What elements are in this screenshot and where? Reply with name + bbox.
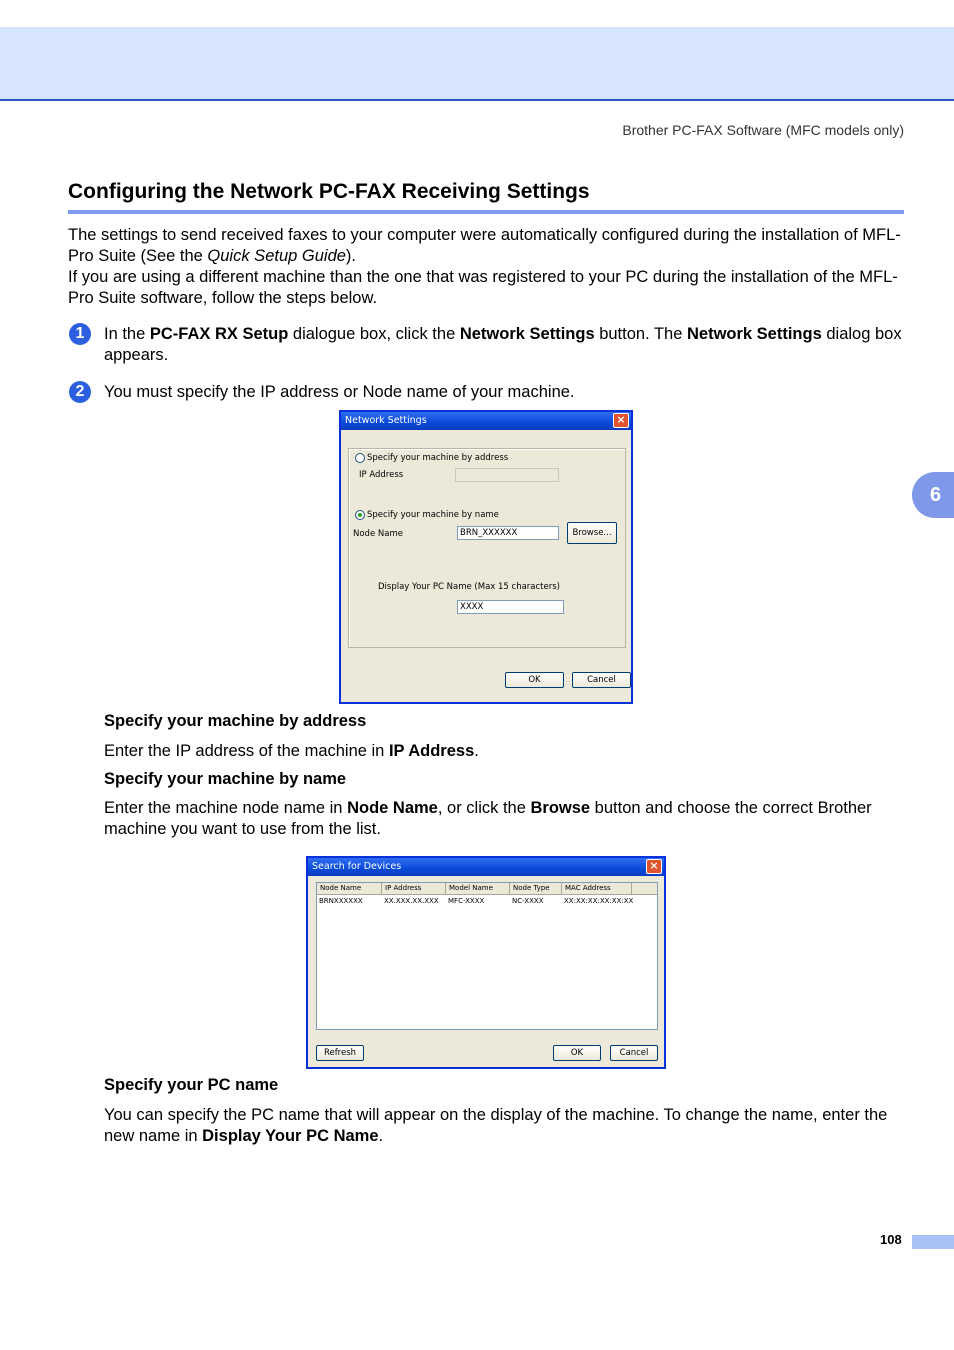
body-text: Enter the IP address of the machine in (104, 742, 389, 760)
node-name-field[interactable]: BRN_XXXXXX (457, 526, 559, 540)
body-text: Enter the machine node name in (104, 799, 348, 817)
search-devices-dialog (306, 856, 666, 1069)
cell-model-name: MFC-XXXX (448, 897, 485, 905)
cell-ip-address: XX.XXX.XX.XXX (384, 897, 439, 905)
header-band (0, 27, 954, 101)
by-name-heading: Specify your machine by name (104, 770, 347, 788)
cell-node-name: BRNXXXXXX (319, 897, 363, 905)
ok-button[interactable]: OK (553, 1045, 601, 1061)
device-list[interactable] (316, 882, 658, 1030)
ip-address-field[interactable] (455, 468, 559, 482)
body-bold: IP Address (388, 742, 475, 760)
step-1-badge: 1 (69, 323, 91, 345)
body-bold: Display Your PC Name (202, 1127, 379, 1145)
by-address-text (104, 741, 904, 762)
step-2-badge: 2 (69, 381, 91, 403)
dialog-title: Search for Devices (308, 858, 664, 876)
node-name-label: Node Name (353, 529, 403, 539)
body-text: button and choose the correct Brother machine you want to use from the list. (104, 799, 872, 838)
cell-mac-address: XX:XX:XX:XX:XX:XX (564, 897, 634, 905)
body-bold: Browse (530, 799, 591, 817)
step-2-text: You must specify the IP address or Node name of your machine. (104, 383, 575, 401)
step-text: dialogue box, click the (288, 325, 460, 343)
radio-address-label: Specify your machine by address (367, 453, 509, 463)
intro-p1 (68, 225, 904, 267)
intro-paragraph (68, 225, 904, 309)
step-bold: Network Settings (459, 325, 595, 343)
list-header (317, 883, 657, 895)
step-text: button. The (594, 325, 687, 343)
radio-by-address[interactable] (355, 453, 365, 463)
step-bold: Network Settings (686, 325, 822, 343)
close-icon[interactable]: × (613, 413, 629, 428)
network-settings-dialog (339, 410, 633, 704)
body-bold: Node Name (347, 799, 438, 817)
column-header[interactable]: MAC Address (562, 883, 632, 894)
by-name-text (104, 798, 904, 840)
intro-p2: If you are using a different machine than the one that was registered to your PC during the installation of the MFL-Pro Suite software, follow the steps below. (68, 268, 898, 307)
pc-name-heading: Specify your PC name (104, 1076, 279, 1094)
dialog-title: Network Settings (341, 412, 631, 430)
step-text: In the (104, 325, 150, 343)
pc-name-field[interactable]: XXXX (457, 600, 564, 614)
cancel-button[interactable]: Cancel (572, 672, 631, 688)
body-text: . (378, 1127, 384, 1145)
page-number: 108 (880, 1232, 902, 1247)
browse-button[interactable]: Browse... (567, 522, 617, 544)
pc-name-label: Display Your PC Name (Max 15 characters) (378, 582, 560, 592)
ok-button[interactable]: OK (505, 672, 564, 688)
column-header[interactable]: Node Name (317, 883, 382, 894)
intro-text: ). (345, 247, 357, 265)
intro-text: The settings to send received faxes to your computer were automatically configured during the installation of MFL-Pro Suite (See the (68, 226, 901, 265)
step-text: dialog box appears. (104, 325, 902, 364)
body-text: , or click the (437, 799, 531, 817)
column-header[interactable]: IP Address (382, 883, 446, 894)
page-number-bar (912, 1235, 954, 1249)
radio-by-name[interactable] (355, 510, 365, 520)
pc-name-text (104, 1105, 904, 1147)
step-bold: PC-FAX RX Setup (149, 325, 289, 343)
ip-address-label: IP Address (359, 470, 404, 480)
running-head: Brother PC-FAX Software (MFC models only) (622, 122, 904, 138)
body-text: You can specify the PC name that will appear on the display of the machine. To change the name, enter the new name in (104, 1106, 888, 1145)
column-header[interactable]: Model Name (446, 883, 510, 894)
column-header[interactable]: Node Type (510, 883, 562, 894)
cell-node-type: NC-XXXX (512, 897, 544, 905)
by-address-heading: Specify your machine by address (104, 712, 367, 730)
refresh-button[interactable]: Refresh (316, 1045, 364, 1061)
quick-setup-guide-ref: Quick Setup Guide (207, 247, 346, 265)
cancel-button[interactable]: Cancel (610, 1045, 658, 1061)
chapter-tab: 6 (912, 472, 954, 518)
radio-name-label: Specify your machine by name (367, 510, 499, 520)
step-1-text (104, 324, 904, 366)
close-icon[interactable]: × (646, 859, 662, 874)
body-text: . (474, 742, 479, 760)
section-title: Configuring the Network PC-FAX Receiving Settings (68, 180, 904, 214)
